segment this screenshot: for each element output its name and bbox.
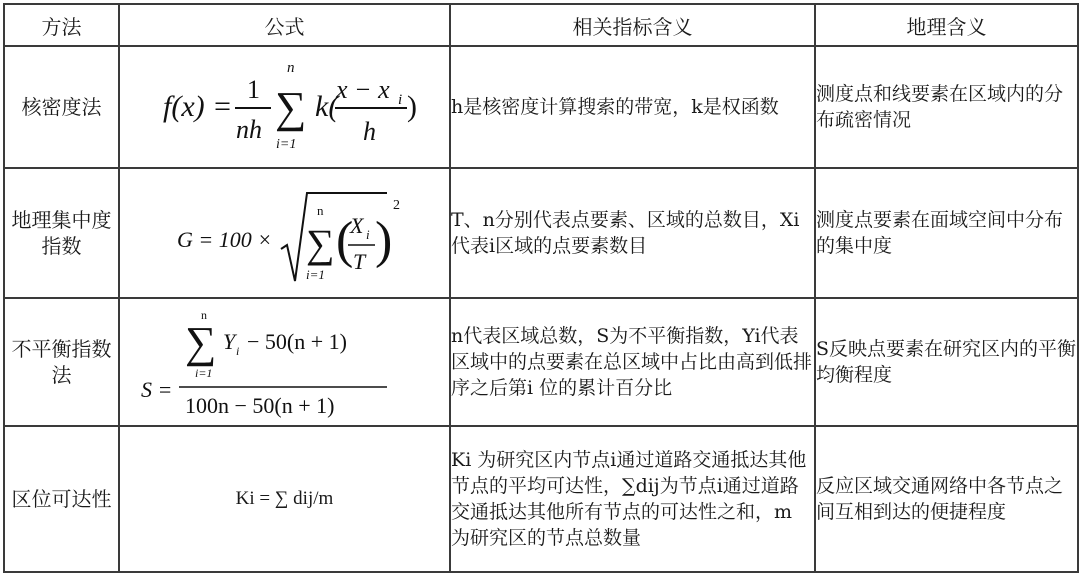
sum-symbol: ∑	[305, 221, 335, 266]
inner-numerator: x − x	[335, 75, 390, 104]
accessibility-formula: Ki = ∑ dij/m	[235, 488, 334, 509]
formula-cell	[119, 168, 450, 298]
frac-denominator: nh	[235, 115, 262, 144]
numerator: X	[349, 213, 363, 238]
sum-top: n	[200, 308, 207, 322]
sum-top: n	[316, 203, 323, 218]
sum-top: n	[286, 60, 294, 76]
close-paren: )	[406, 90, 417, 123]
inner-subscript: i	[397, 92, 402, 108]
method-name: 不平衡指数法	[4, 298, 119, 426]
table-row	[4, 168, 1078, 298]
header-formula: 公式	[119, 4, 450, 46]
formula-cell	[119, 426, 450, 572]
method-name: 核密度法	[4, 46, 119, 168]
geo-text: S反映点要素在研究区内的平衡均衡程度	[815, 298, 1078, 426]
indicator-text: h是核密度计算搜索的带宽，k是权函数	[450, 46, 815, 168]
power: 2	[392, 198, 400, 213]
numerator-term: Y	[222, 329, 235, 354]
sum-bottom: i=1	[275, 137, 296, 152]
indicator-text: T、n分别代表点要素、区域的总数目，Xi代表i区域的点要素数目	[450, 168, 815, 298]
table-row	[4, 46, 1078, 168]
geo-text: 反应区域交通网络中各节点之间互相到达的便捷程度	[815, 426, 1078, 572]
header-row	[4, 4, 1078, 46]
sum-symbol: ∑	[184, 318, 216, 367]
formula-lhs: S =	[140, 377, 172, 402]
formula-cell	[119, 46, 450, 168]
sum-bottom: i=1	[194, 366, 212, 380]
kernel-density-formula	[135, 50, 435, 160]
methods-table	[3, 3, 1079, 573]
frac-numerator: 1	[246, 75, 260, 104]
open-paren: (	[335, 212, 353, 269]
table-row	[4, 298, 1078, 426]
method-name: 区位可达性	[4, 426, 119, 572]
imbalance-index-formula	[135, 301, 435, 419]
kernel-function: k(	[314, 90, 338, 123]
header-geo: 地理含义	[815, 4, 1078, 46]
indicator-text: n代表区域总数，S为不平衡指数，Yi代表区域中的点要素在总区域中占比由高到低排序之后第i 位的累计百分比	[450, 298, 815, 426]
header-indicator: 相关指标含义	[450, 4, 815, 46]
sum-bottom: i=1	[305, 267, 325, 282]
geo-concentration-formula	[135, 171, 435, 291]
numerator-subscript: i	[235, 344, 239, 358]
formula-lhs: f(x) =	[162, 90, 232, 123]
table-row	[4, 426, 1078, 572]
close-paren: )	[374, 212, 392, 269]
numerator-subscript: i	[365, 227, 370, 242]
denominator: T	[352, 249, 365, 274]
denominator: 100n − 50(n + 1)	[184, 393, 334, 418]
numerator-rest: − 50(n + 1)	[246, 329, 347, 354]
header-method: 方法	[4, 4, 119, 46]
indicator-text: Ki 为研究区内节点i通过道路交通抵达其他节点的平均可达性，∑dij为节点i通过道路交通抵达其他所有节点的可达性之和，m 为研究区的节点总数量	[450, 426, 815, 572]
geo-text: 测度点要素在面域空间中分布的集中度	[815, 168, 1078, 298]
method-name: 地理集中度指数	[4, 168, 119, 298]
geo-text: 测度点和线要素在区域内的分布疏密情况	[815, 46, 1078, 168]
formula-lhs: G = 100 ×	[176, 227, 272, 252]
sum-symbol: ∑	[274, 83, 306, 132]
inner-denominator: h	[362, 117, 376, 146]
formula-cell	[119, 298, 450, 426]
